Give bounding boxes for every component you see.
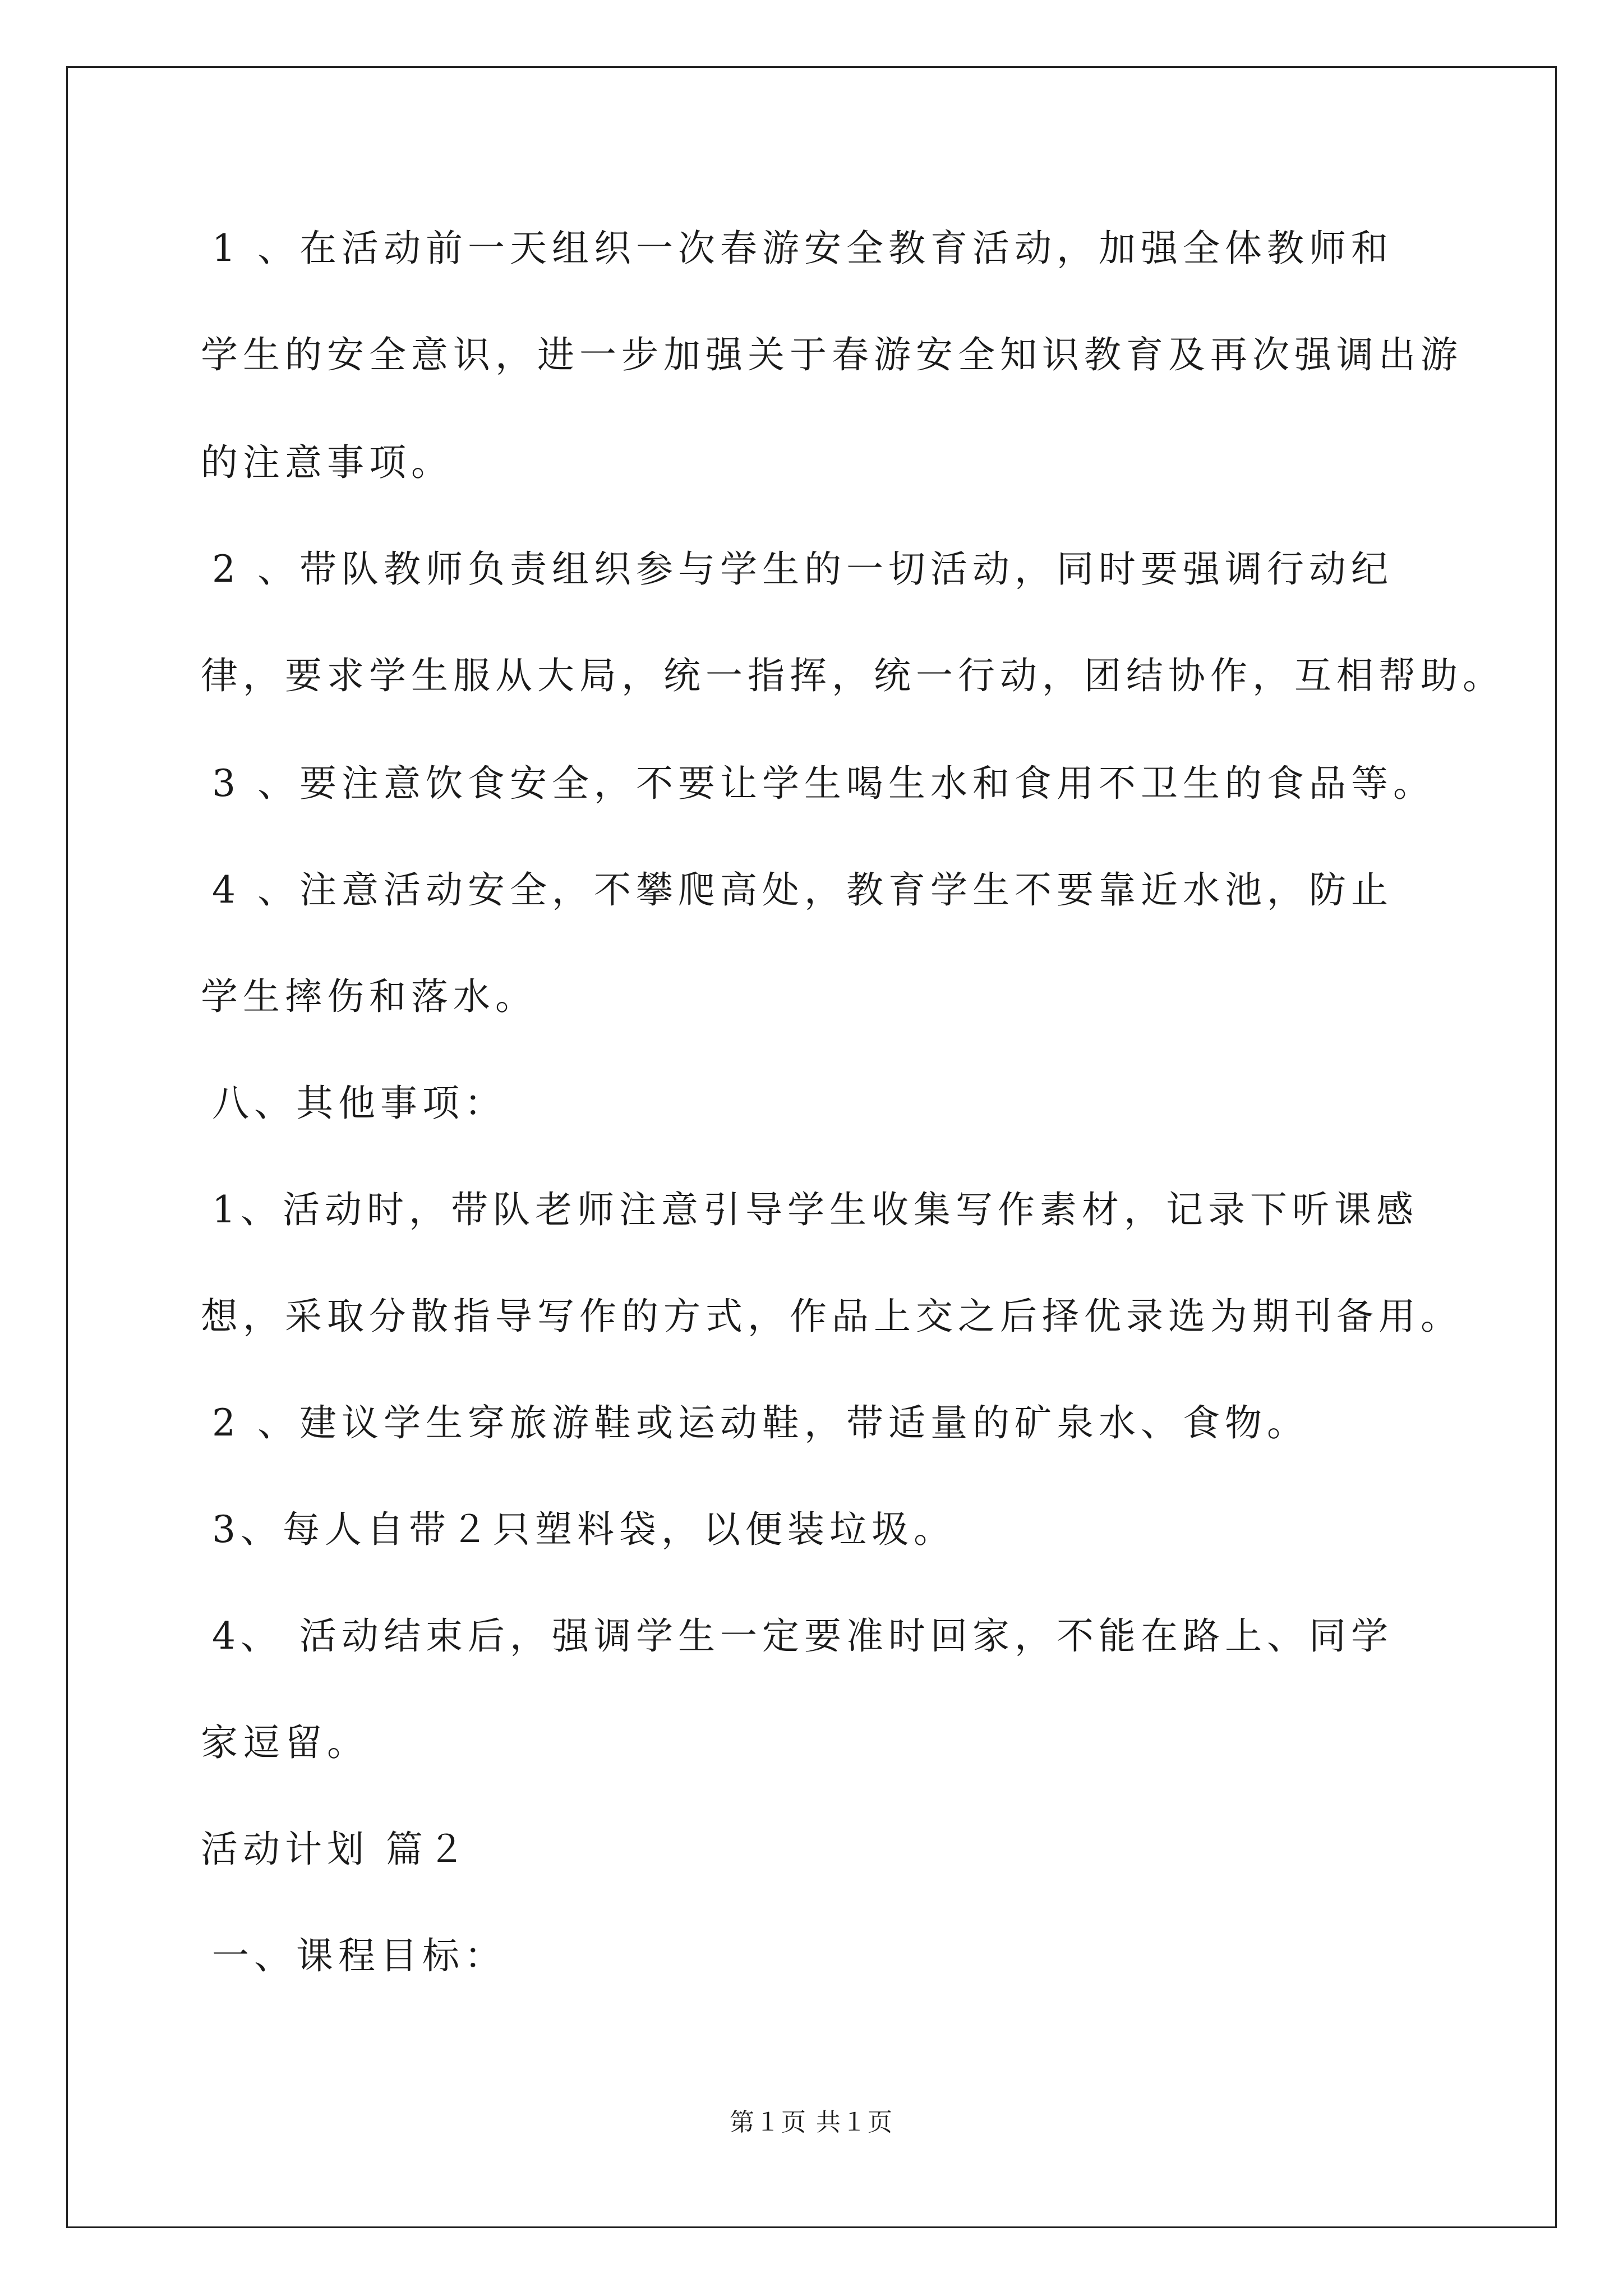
section-heading-course-goals: 一、课程目标：	[212, 1934, 506, 1977]
paragraph-1-line-2: 学生的安全意识，进一步加强关于春游安全知识教育及再次强调出游	[201, 333, 1463, 376]
paragraph-5-line-1: 1、活动时，带队老师注意引导学生收集写作素材，记录下听课感	[212, 1188, 1418, 1231]
paragraph-1-line-1: 1 、在活动前一天组织一次春游安全教育活动，加强全体教师和	[212, 227, 1393, 270]
plan-title: 活动计划 篇２	[201, 1828, 470, 1871]
paragraph-7-line-1: 3、每人自带２只塑料袋，以便装垃圾。	[212, 1508, 956, 1551]
paragraph-2-line-2: 律，要求学生服从大局，统一指挥，统一行动，团结协作，互相帮助。	[201, 654, 1505, 697]
paragraph-8-line-1: 4、 活动结束后，强调学生一定要准时回家，不能在路上、同学	[212, 1614, 1393, 1658]
paragraph-2-line-1: 2 、带队教师负责组织参与学生的一切活动，同时要强调行动纪	[212, 547, 1393, 591]
paragraph-8-line-2: 家逗留。	[201, 1721, 369, 1764]
paragraph-6-line-1: 2 、建议学生穿旅游鞋或运动鞋，带适量的矿泉水、食物。	[212, 1401, 1309, 1444]
paragraph-1-line-3: 的注意事项。	[201, 441, 453, 484]
paragraph-4-line-1: 4 、注意活动安全，不攀爬高处，教育学生不要靠近水池，防止	[212, 868, 1393, 912]
paragraph-3-line-1: 3 、要注意饮食安全，不要让学生喝生水和食用不卫生的食品等。	[212, 762, 1435, 805]
page-number-footer: 第１页 共１页	[730, 2108, 893, 2137]
paragraph-4-line-2: 学生摔伤和落水。	[201, 975, 537, 1018]
paragraph-5-line-2: 想，采取分散指导写作的方式，作品上交之后择优录选为期刊备用。	[201, 1295, 1463, 1338]
section-heading-other-matters: 八、其他事项：	[212, 1082, 506, 1125]
page-border	[66, 66, 1557, 2228]
